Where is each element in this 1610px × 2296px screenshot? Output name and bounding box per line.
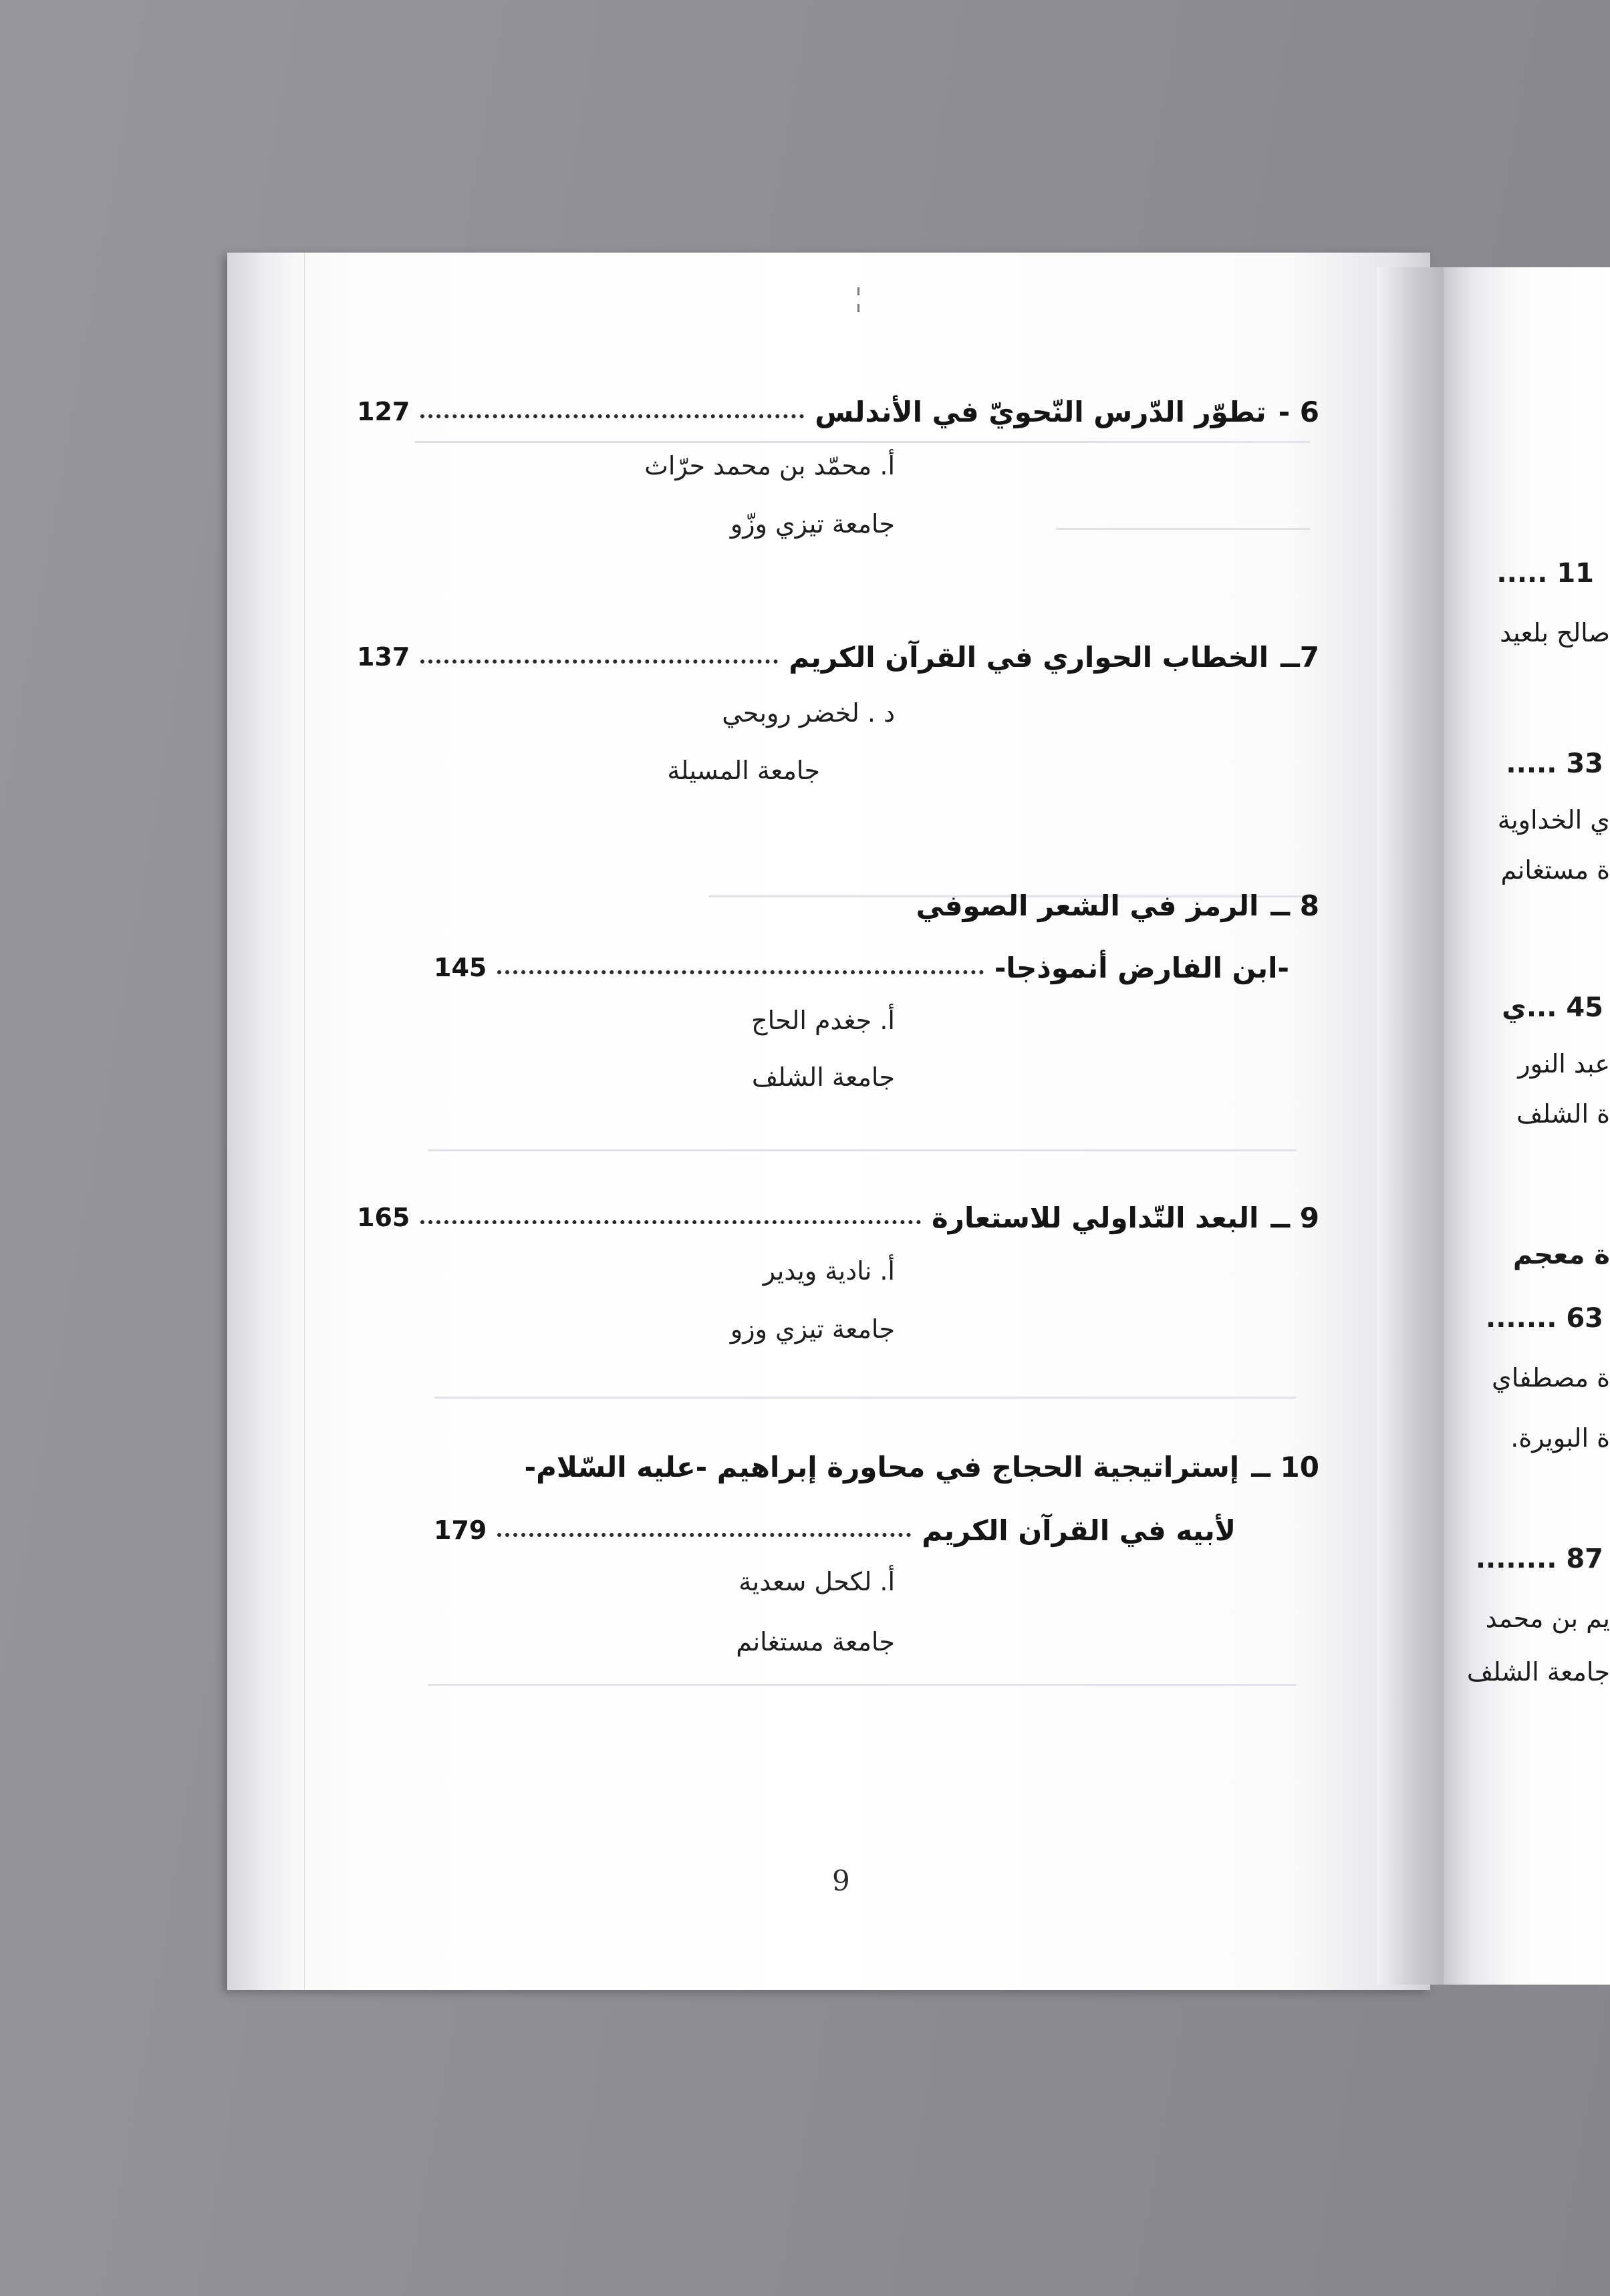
entry-title: تطوّر الدّرس النّحويّ في الأندلس (815, 395, 1266, 428)
right-page-line: 11 ..... (1496, 558, 1594, 589)
bleed-through-line (414, 441, 1310, 443)
entry-university: جامعة مستغانم (736, 1627, 895, 1657)
right-page (1444, 267, 1610, 1985)
entry-author: أ. محمّد بن محمد حرّاث (644, 451, 895, 480)
entry-author: أ. لكحل سعدية (739, 1567, 895, 1596)
entry-number: 9 ــ (1270, 1201, 1319, 1234)
bleed-through-line (428, 1684, 1297, 1686)
dot-leader (420, 1220, 921, 1224)
entry-title: الرمز في الشعر الصوفي (916, 889, 1259, 922)
dot-leader (420, 414, 804, 418)
entry-page-number: 165 (357, 1203, 410, 1232)
bleed-through-line (1056, 528, 1310, 530)
dot-leader (420, 660, 778, 664)
toc-entry-8[interactable] (916, 879, 1319, 932)
book-gutter (1377, 267, 1450, 1985)
entry-university: جامعة المسيلة (667, 756, 820, 785)
right-page-line: صالح بلعيد (1500, 618, 1610, 648)
entry-title: البعد التّداولي للاستعارة (932, 1201, 1259, 1234)
right-page-line: ي الخداوية (1497, 805, 1610, 835)
right-page-line: ة مستغانم (1500, 855, 1610, 885)
toc-entry-7[interactable] (357, 630, 1319, 684)
toc-entry-8-subtitle[interactable] (434, 941, 1289, 994)
bleed-through-line (428, 1149, 1297, 1151)
entry-subtitle: -ابن الفارض أنموذجا- (994, 951, 1289, 984)
entry-number: 10 ــ (1251, 1450, 1319, 1483)
entry-page-number: 127 (357, 397, 410, 426)
right-page-line: ة معجم (1512, 1240, 1610, 1270)
entry-university: جامعة تيزي وزو (730, 1314, 895, 1344)
right-page-line: 87 ........ (1475, 1544, 1603, 1574)
entry-number: 7ــ (1281, 640, 1319, 674)
bleed-through-line (434, 1397, 1297, 1399)
toc-entry-10[interactable] (525, 1440, 1319, 1493)
entry-title: الخطاب الحواري في القرآن الكريم (789, 640, 1269, 674)
right-page-line: عبد النور (1518, 1049, 1610, 1079)
entry-title: إستراتيجية الحجاج في محاورة إبراهيم -عليه السّلام- (524, 1450, 1240, 1483)
page-number-footer: 9 (832, 1864, 850, 1897)
entry-page-number: 179 (434, 1516, 487, 1545)
toc-entry-10-subtitle[interactable] (434, 1503, 1236, 1557)
right-page-line: 45 ...ي (1502, 992, 1603, 1023)
entry-subtitle: لأبيه في القرآن الكريم (922, 1514, 1236, 1547)
entry-university: جامعة تيزي وزّو (730, 509, 895, 539)
dot-leader (497, 970, 984, 974)
entry-author: أ. نادية ويدير (763, 1256, 895, 1286)
right-page-line: ة البويرة. (1510, 1423, 1610, 1453)
right-page-line: 63 ....... (1486, 1303, 1603, 1334)
dot-leader (497, 1533, 911, 1537)
right-page-line: يم بن محمد (1485, 1604, 1610, 1633)
right-page-line: ة مصطفاي (1491, 1363, 1610, 1393)
toc-entry-9[interactable] (357, 1191, 1319, 1244)
entry-page-number: 145 (434, 953, 487, 982)
right-page-line: 33 ..... (1506, 748, 1603, 779)
page-mark (857, 304, 859, 312)
entry-author: أ. جغدم الحاج (751, 1006, 895, 1035)
page-mark (857, 287, 859, 295)
entry-number: 6 - (1278, 395, 1319, 428)
entry-page-number: 137 (357, 642, 410, 672)
entry-university: جامعة الشلف (751, 1062, 895, 1092)
toc-entry-6[interactable] (357, 385, 1319, 438)
right-page-line: جامعة الشلف (1466, 1657, 1610, 1687)
right-page-line: ة الشلف (1516, 1099, 1610, 1129)
entry-author: د . لخضر روبحي (722, 698, 895, 728)
entry-number: 8 ــ (1270, 889, 1319, 922)
